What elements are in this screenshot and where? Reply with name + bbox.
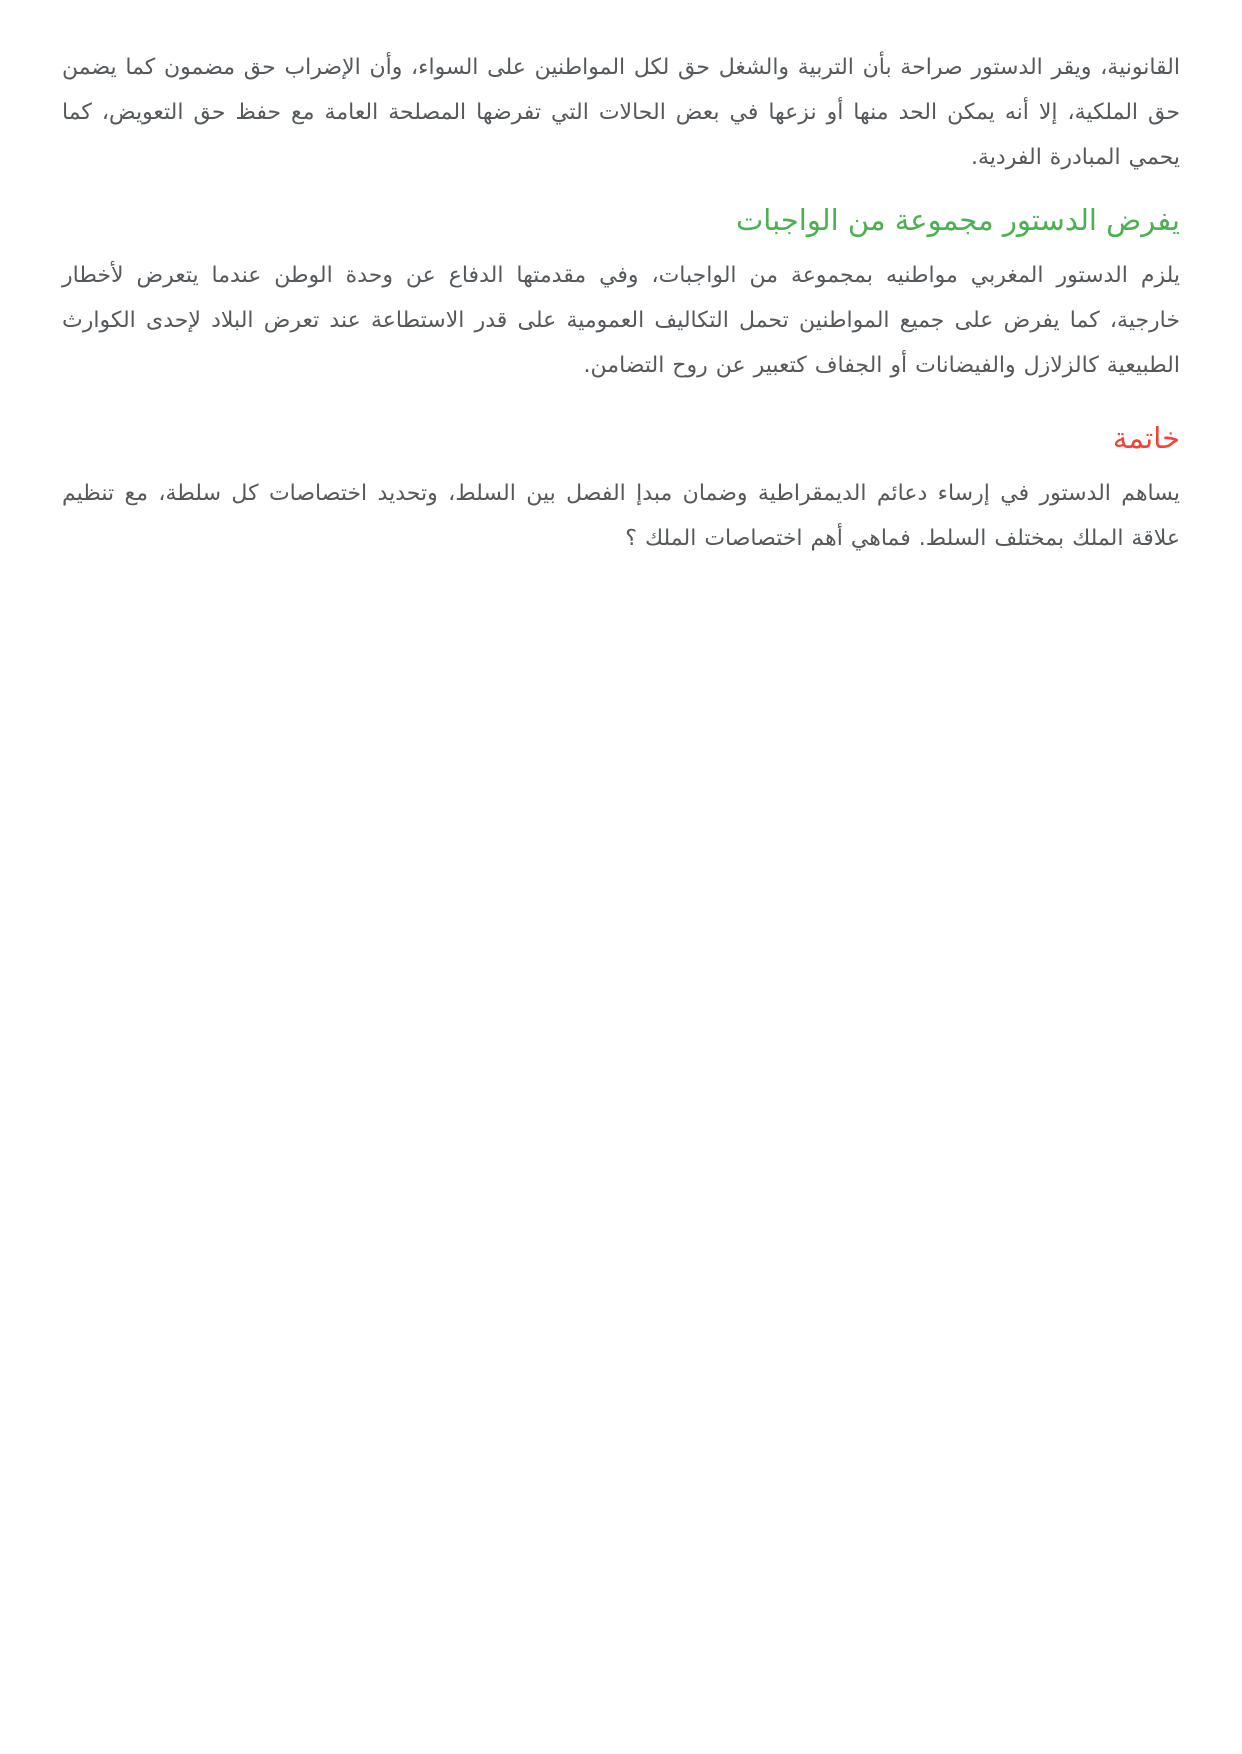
paragraph-rights-tail: القانونية، ويقر الدستور صراحة بأن التربية والشغل حق لكل المواطنين على السواء، وأن الإضراب حق مضمون كما يضمن حق الملكية، إلا أنه يمكن الحد منها أو نزعها في بعض الحالات التي تفرضها المصلحة العامة مع حفظ حق التعويض، كما يحمي المبادرة الفردية. xyxy=(62,55,1180,170)
heading-constitution-duties: يفرض الدستور مجموعة من الواجبات xyxy=(735,203,1180,237)
heading-conclusion: خاتمة xyxy=(1112,421,1180,455)
paragraph-duties: يلزم الدستور المغربي مواطنيه بمجموعة من الواجبات، وفي مقدمتها الدفاع عن وحدة الوطن عندما يتعرض لأخطار خارجية، كما يفرض على جميع المواطنين تحمل التكاليف العمومية على قدر الاستطاعة عند تعرض البلاد لإحدى الكوارث الطبيعية كالزلازل والفيضانات أو الجفاف كتعبير عن روح التضامن. xyxy=(62,263,1180,378)
paragraph-conclusion: يساهم الدستور في إرساء دعائم الديمقراطية وضمان مبدإ الفصل بين السلط، وتحديد اختصاصات كل سلطة، مع تنظيم علاقة الملك بمختلف السلط. فماهي أهم اختصاصات الملك ؟ xyxy=(62,481,1180,551)
